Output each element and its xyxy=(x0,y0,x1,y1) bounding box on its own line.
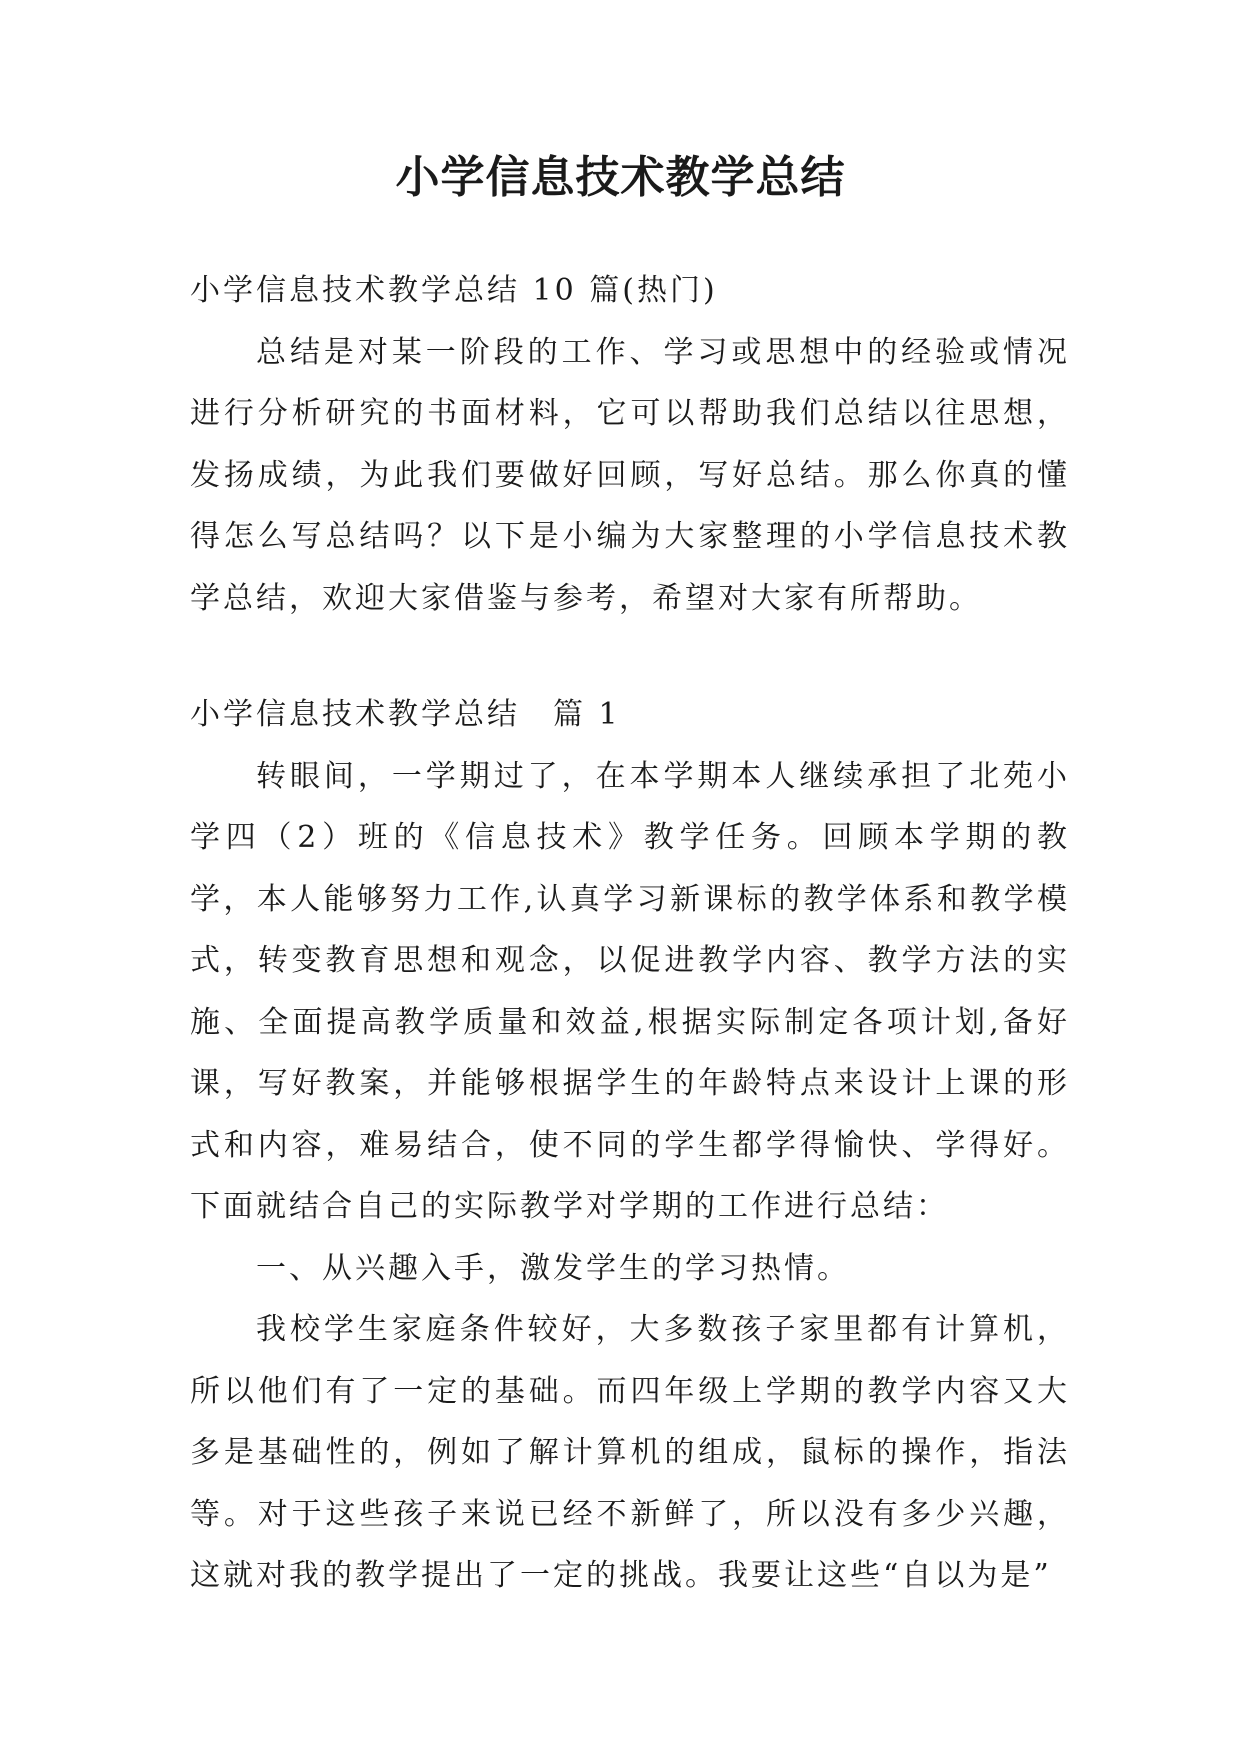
intro-paragraph: 总结是对某一阶段的工作、学习或思想中的经验或情况进行分析研究的书面材料，它可以帮助我们总结以往思想，发扬成绩，为此我们要做好回顾，写好总结。那么你真的懂得怎么写总结吗？以下是小编为大家整理的小学信息技术教学总结，欢迎大家借鉴与参考，希望对大家有所帮助。 xyxy=(190,334,1070,616)
section-paragraph-1: 转眼间，一学期过了，在本学期本人继续承担了北苑小学四（2）班的《信息技术》教学任务。回顾本学期的教学，本人能够努力工作,认真学习新课标的教学体系和教学模式，转变教育思想和观念，以促进教学内容、教学方法的实施、全面提高教学质量和效益,根据实际制定各项计划,备好课，写好教案，并能够根据学生的年龄特点来设计上课的形式和内容，难易结合，使不同的学生都学得愉快、学得好。下面就结合自己的实际教学对学期的工作进行总结： xyxy=(190,758,1070,1224)
document-body xyxy=(190,260,1070,1607)
section-paragraph-3: 我校学生家庭条件较好，大多数孩子家里都有计算机，所以他们有了一定的基础。而四年级上学期的教学内容又大多是基础性的，例如了解计算机的组成，鼠标的操作，指法等。对于这些孩子来说已经不新鲜了，所以没有多少兴趣，这就对我的教学提出了一定的挑战。我要让这些“自以为是” xyxy=(190,1312,1070,1593)
section-paragraph-2: 一、从兴趣入手，激发学生的学习热情。 xyxy=(256,1250,850,1286)
document-subtitle: 小学信息技术教学总结 10 篇(热门) xyxy=(190,273,718,308)
section-heading: 小学信息技术教学总结 篇 1 xyxy=(190,697,621,732)
document-title: 小学信息技术教学总结 xyxy=(395,152,846,203)
